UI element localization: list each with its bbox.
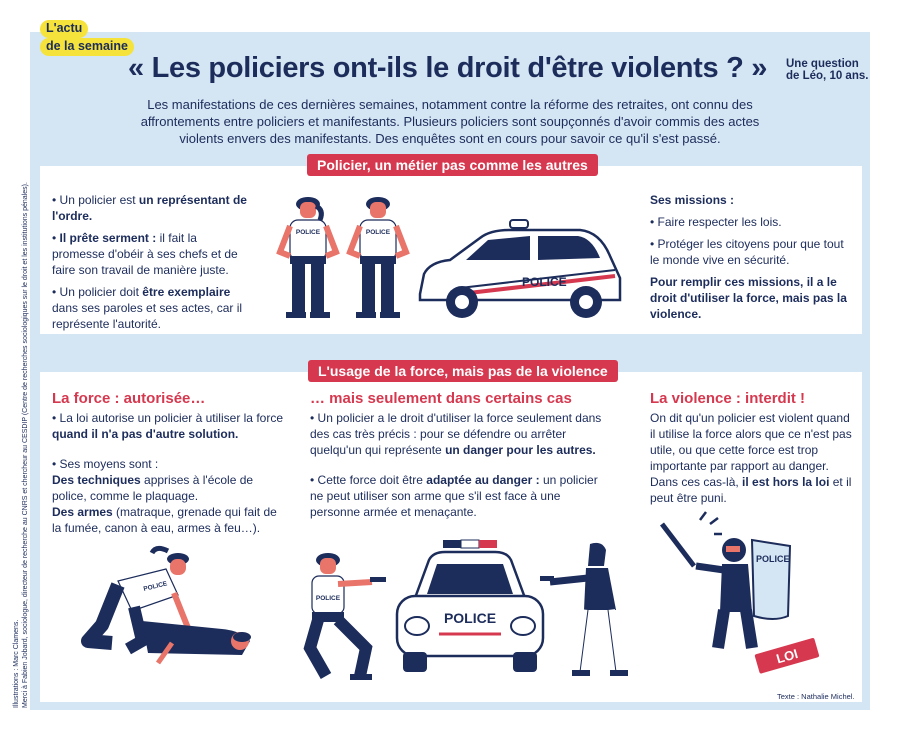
col1-bullet-2: • Ses moyens sont : [52,456,287,472]
role-bullet-2: • Il prête serment : il fait la promesse d'obéir à ses chefs et de faire son travail de manière juste. [52,230,252,278]
svg-text:POLICE: POLICE [756,554,790,564]
officers-illustration [270,192,420,322]
mission-2: • Protéger les citoyens pour que tout le monde vive en sécurité. [650,236,850,268]
section-role-banner: Policier, un métier pas comme les autres [307,154,598,176]
mission-1: • Faire respecter les lois. [650,214,850,230]
question-credit: Une question de Léo, 10 ans. [786,58,869,82]
col2-title: … mais seulement dans certains cas [310,390,572,407]
col3-text [650,410,855,512]
col3-paragraph: On dit qu'un policier est violent quand il utilise la force alors que ce n'est pas utile, ou que cette force est trop importante par rapport au danger. Dans ces cas-là, il est hors la loi et il peut être puni. [650,411,852,505]
officer-female [280,197,336,318]
kneeling-officer-illustration [290,548,400,683]
section-force-banner: L'usage de la force, mais pas de la violence [308,360,618,382]
officer-male [350,197,406,318]
col2-bullet-1: • Un policier a le droit d'utiliser la force seulement dans des cas très précis : pour se défendre ou arrêter quelqu'un qui représente un danger pour les autres. [310,410,602,458]
svg-text:POLICE: POLICE [315,595,341,602]
col2-text [310,410,602,526]
police-car-illustration [410,216,630,326]
page-title: « Les policiers ont-ils le droit d'être violents ? » [128,52,768,84]
badge-line1: L'actu [40,20,88,38]
armed-person-illustration [540,540,640,680]
side-credits: Illustrations : Marc Clamens. Merci à Fabien Jobard, sociologue, directeur de recherche au CNRS et chercheur au CESDIP (Centre de recherches sociologiques sur le droit et les institutions pénales). [13,182,29,708]
police-car-front-illustration [385,538,555,678]
svg-text:POLICE: POLICE [365,229,391,236]
col1-title: La force : autorisée… [52,390,206,407]
badge-line2: de la semaine [40,38,134,56]
missions-conclusion: Pour remplir ces missions, il a le droit d'utiliser la force, mais pas la violence. [650,275,847,321]
riot-officer-illustration [660,510,830,670]
col3-title: La violence : interdit ! [650,390,806,407]
col1-text [52,410,287,536]
missions-title: Ses missions : [650,193,735,207]
svg-text:POLICE: POLICE [443,610,497,626]
law-sign [754,638,819,674]
intro-text: Les manifestations de ces dernières semaines, notamment contre la réforme des retraites, ont connu des affrontements entre policiers et manifestants. Plusieurs policiers sont soupçonnés d'avoir commis des actes violents envers des manifestants. Des enquêtes sont en cours pour savoir ce qu'il s'est passé. [140,97,760,146]
svg-text:LOI: LOI [774,646,800,667]
missions-block [650,192,850,328]
col1-arms: Des armes (matraque, grenade qui fait de la fumée, canon à eau, armes à feu…). [52,505,277,535]
col2-bullet-2: • Cette force doit être adaptée au danger : un policier ne peut utiliser son arme que s'il est face à une personne armée et menaçante. [310,472,602,520]
svg-text:POLICE: POLICE [142,580,168,593]
svg-text:POLICE: POLICE [522,275,567,289]
role-bullet-3: • Un policier doit être exemplaire dans ses paroles et ses actes, car il représente l'autorité. [52,284,252,332]
col1-bullet-1: • La loi autorise un policier à utiliser la force quand il n'a pas d'autre solution. [52,410,287,442]
text-credit: Texte : Nathalie Michel. [777,692,855,701]
tackle-illustration [82,545,282,670]
role-bullets [52,192,252,338]
col1-techniques: Des techniques apprises à l'école de police, comme le plaquage. [52,473,254,503]
role-bullet-1: • Un policier est un représentant de l'ordre. [52,192,252,224]
svg-text:POLICE: POLICE [295,229,321,236]
